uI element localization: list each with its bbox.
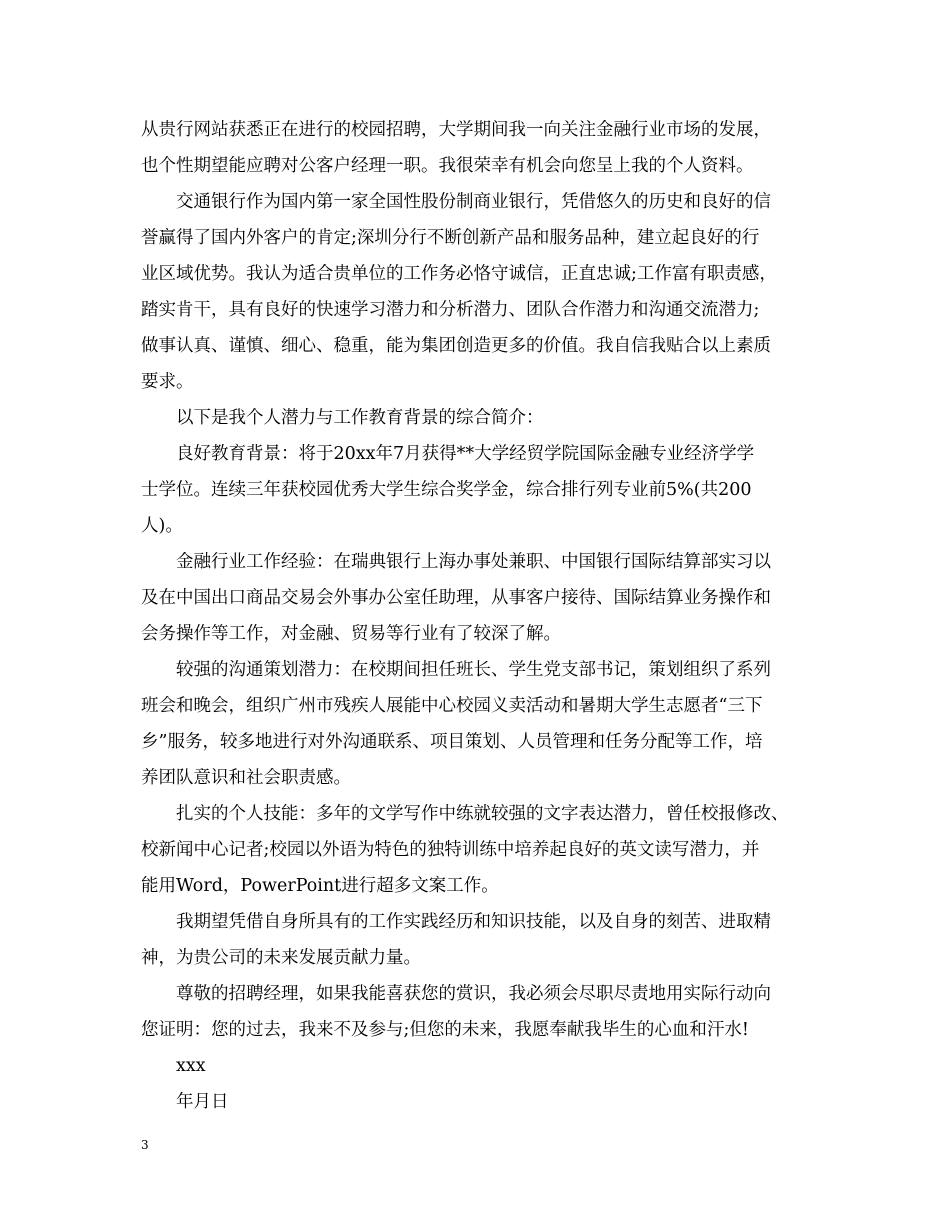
page-number: 3 xyxy=(141,1138,149,1152)
text-line: 扎实的个人技能：多年的文学写作中练就较强的文字表达潜力，曾任校报修改、 xyxy=(176,804,789,824)
text-line: 会务操作等工作，对金融、贸易等行业有了较深了解。 xyxy=(141,624,561,644)
text-line: 班会和晚会，组织广州市残疾人展能中心校园义卖活动和暑期大学生志愿者“三下 xyxy=(141,696,763,716)
text-line: 要求。 xyxy=(141,372,194,392)
text-line: 校新闻中心记者;校园以外语为特色的独特训练中培养起良好的英文读写潜力，并 xyxy=(141,840,760,860)
text-line: 良好教育背景：将于20xx年7月获得**大学经贸学院国际金融专业经济学学 xyxy=(176,444,755,464)
text-line: 我期望凭借自身所具有的工作实践经历和知识技能，以及自身的刻苦、进取精 xyxy=(176,912,771,932)
text-line: 踏实肯干，具有良好的快速学习潜力和分析潜力、团队合作潜力和沟通交流潜力; xyxy=(141,300,760,320)
text-line: 您证明：您的过去，我来不及参与;但您的未来，我愿奉献我毕生的心血和汗水! xyxy=(141,1020,749,1040)
signature-name: xxx xyxy=(176,1056,206,1076)
text-line: 交通银行作为国内第一家全国性股份制商业银行，凭借悠久的历史和良好的信 xyxy=(176,192,771,212)
text-line: 神，为贵公司的未来发展贡献力量。 xyxy=(141,948,421,968)
text-line: 以下是我个人潜力与工作教育背景的综合简介： xyxy=(176,408,544,428)
text-line: 较强的沟通策划潜力：在校期间担任班长、学生党支部书记，策划组织了系列 xyxy=(176,660,771,680)
text-line: 誉赢得了国内外客户的肯定;深圳分行不断创新产品和服务品种，建立起良好的行 xyxy=(141,228,760,248)
text-line: 也个性期望能应聘对公客户经理一职。我很荣幸有机会向您呈上我的个人资料。 xyxy=(141,156,754,176)
text-line: 做事认真、谨慎、细心、稳重，能为集团创造更多的价值。我自信我贴合以上素质 xyxy=(141,336,771,356)
text-line: 人)。 xyxy=(141,516,183,536)
text-line: 业区域优势。我认为适合贵单位的工作务必恪守诚信，正直忠诚;工作富有职责感， xyxy=(141,264,777,284)
text-line: 能用Word，PowerPoint进行超多文案工作。 xyxy=(141,876,499,896)
text-line: 士学位。连续三年获校园优秀大学生综合奖学金，综合排行列专业前5%(共200 xyxy=(141,480,752,500)
signature-date: 年月日 xyxy=(176,1092,229,1112)
text-line: 从贵行网站获悉正在进行的校园招聘，大学期间我一向关注金融行业市场的发展， xyxy=(141,120,771,140)
text-line: 乡”服务，较多地进行对外沟通联系、项目策划、人员管理和任务分配等工作，培 xyxy=(141,732,763,752)
document-body xyxy=(141,112,813,1120)
text-line: 养团队意识和社会职责感。 xyxy=(141,768,351,788)
text-line: 及在中国出口商品交易会外事办公室任助理，从事客户接待、国际结算业务操作和 xyxy=(141,588,771,608)
text-line: 金融行业工作经验：在瑞典银行上海办事处兼职、中国银行国际结算部实习以 xyxy=(176,552,771,572)
text-line: 尊敬的招聘经理，如果我能喜获您的赏识，我必须会尽职尽责地用实际行动向 xyxy=(176,984,771,1004)
